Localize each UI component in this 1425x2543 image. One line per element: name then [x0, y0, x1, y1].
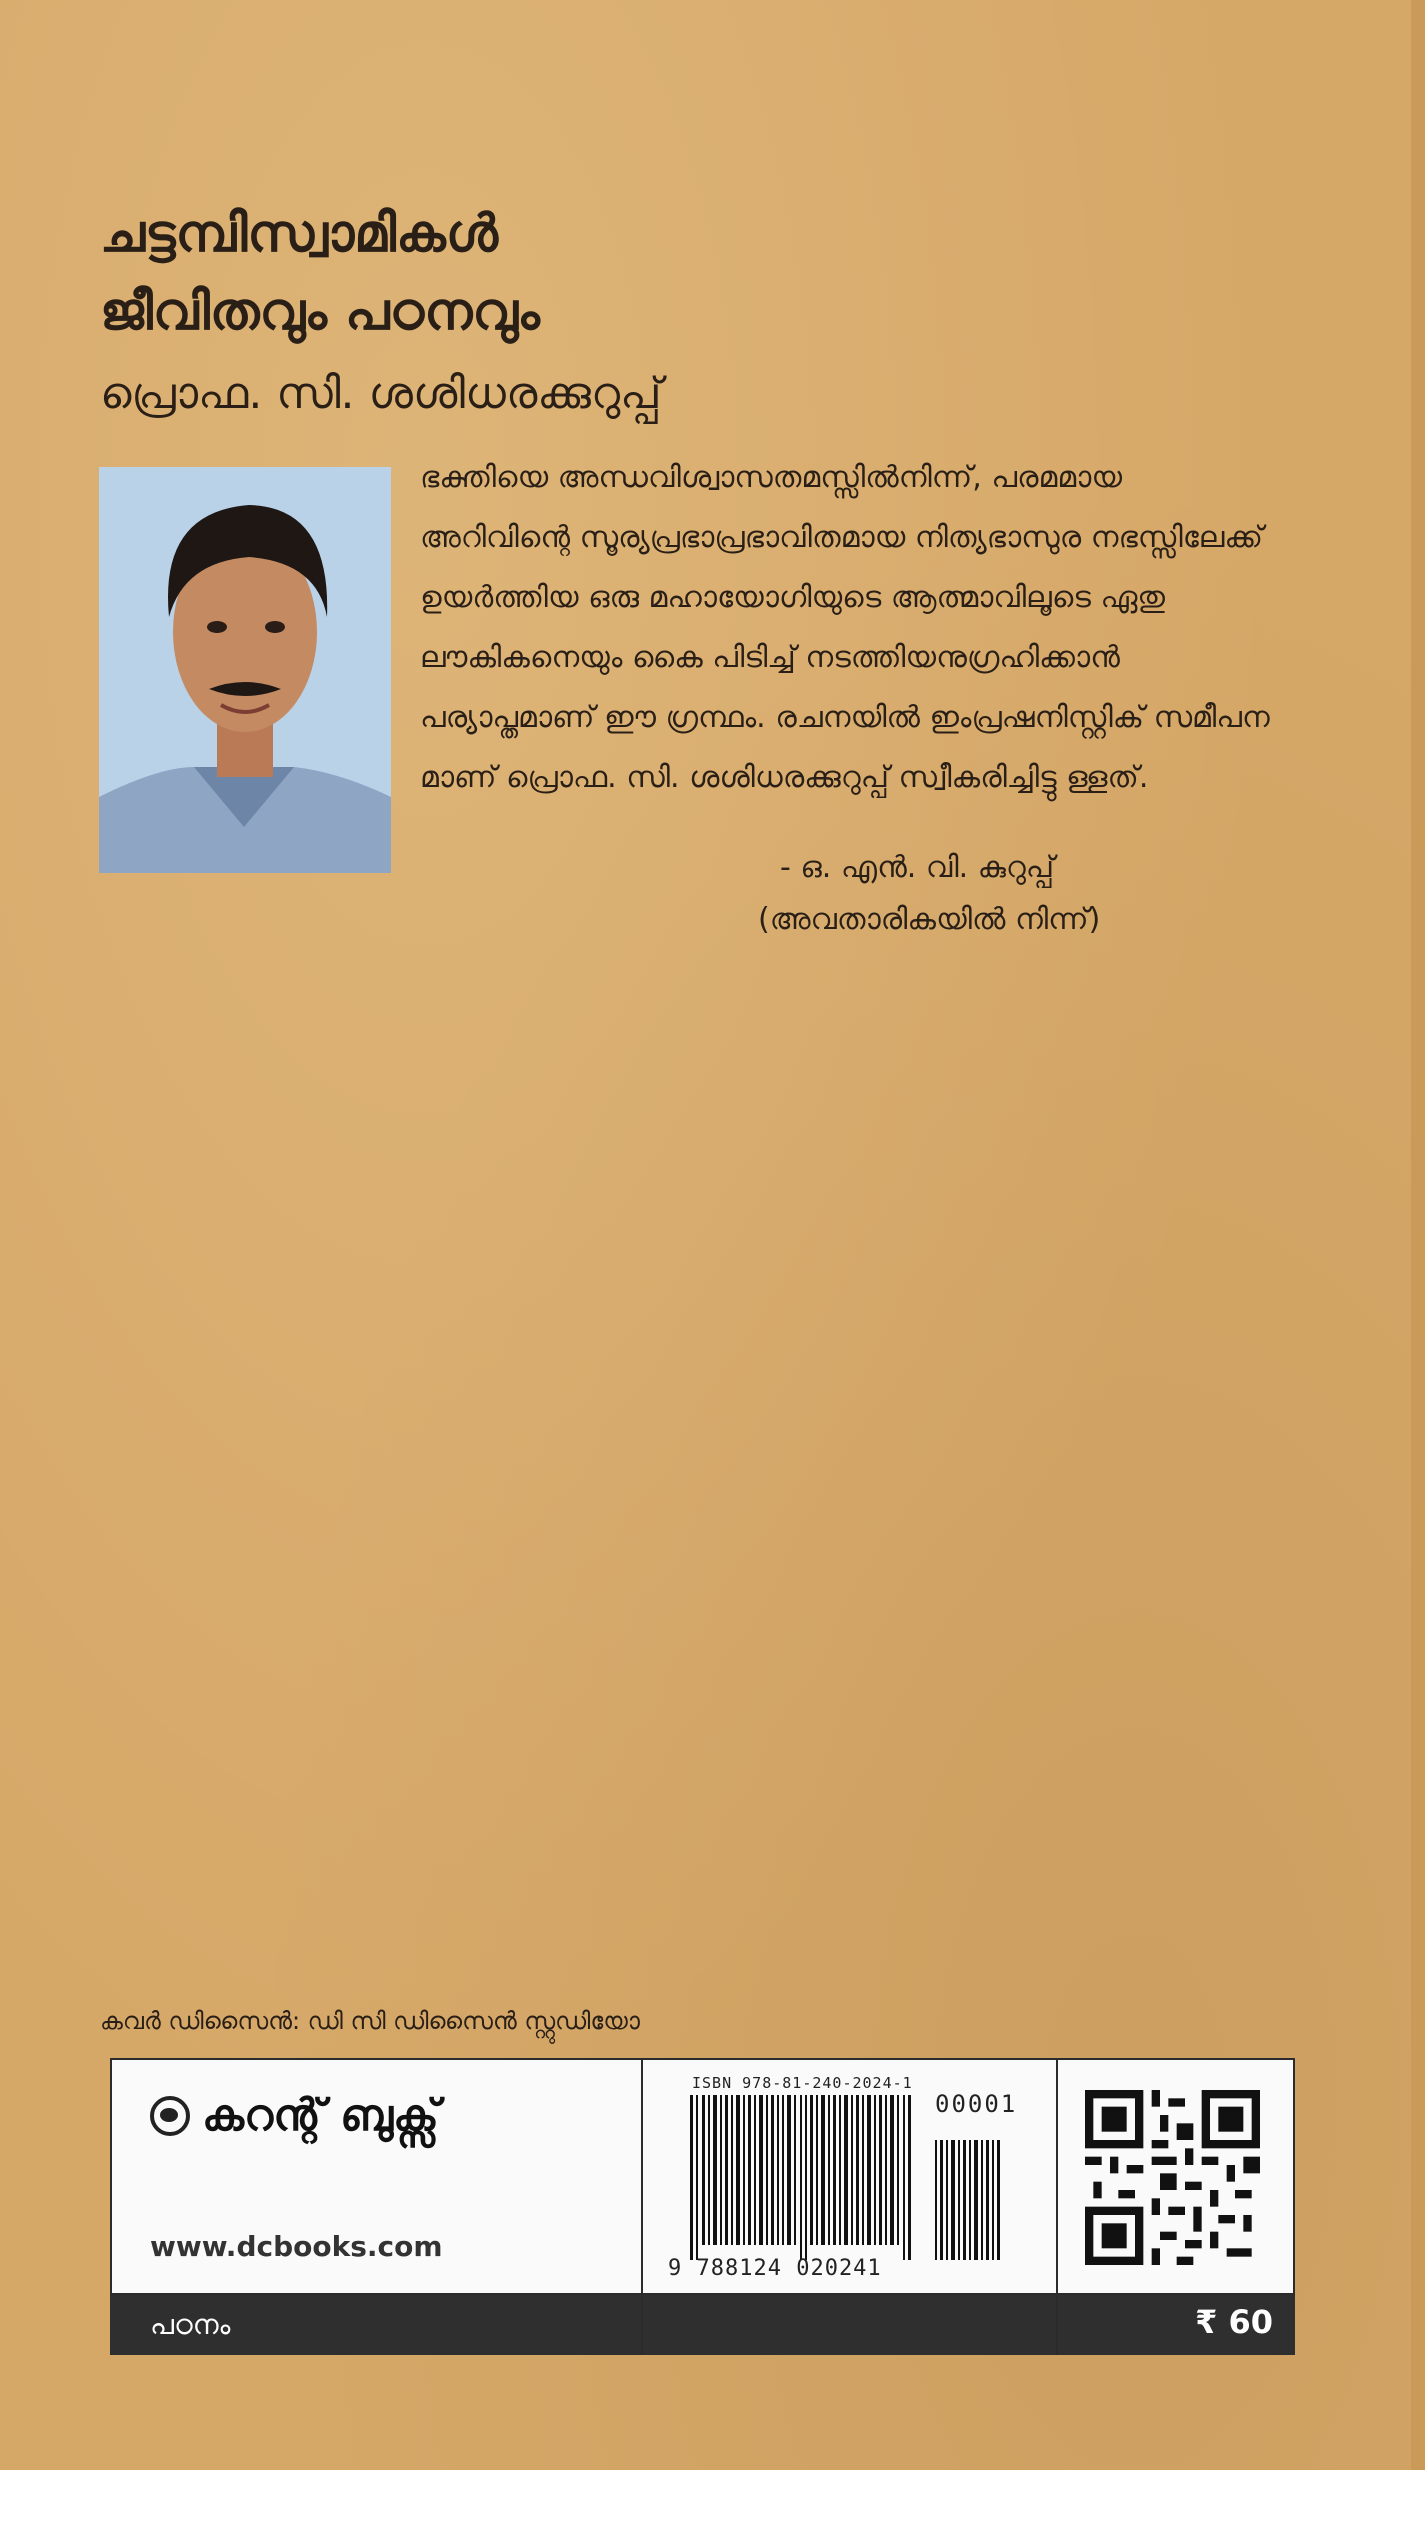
isbn-label: ISBN 978-81-240-2024-1: [692, 2074, 913, 2092]
barcode-icon: [690, 2095, 1070, 2269]
cover-edge: [1411, 0, 1425, 2470]
category-label: പഠനം: [150, 2308, 231, 2341]
barcode-addon: 00001: [935, 2090, 1018, 2118]
author-name: പ്രൊഫ. സി. ശശിധരക്കുറുപ്പ്: [100, 368, 662, 419]
book-title-line2: ജീവിതവും പഠനവും: [100, 282, 540, 342]
publisher-website[interactable]: www.dcbooks.com: [150, 2230, 443, 2263]
quote-signature: - ഒ. എൻ. വി. കുറുപ്പ്: [780, 850, 1055, 885]
price-label: ₹ 60: [1195, 2303, 1273, 2341]
quote-source: (അവതാരികയിൽ നിന്ന്): [758, 902, 1101, 937]
qr-code-icon[interactable]: [1085, 2090, 1260, 2269]
blurb-paragraph: ഭക്തിയെ അന്ധവിശ്വാസതമസ്സിൽനിന്ന്, പരമമായ അറിവിന്റെ സൂര്യപ്രഭാപ്രഭാവിതമായ നിത്യഭാസുര നഭസ്സിലേക്ക് ഉയർത്തിയ ഒരു മഹായോഗിയുടെ ആത്മാവിലൂടെ ഏതു ലൗകികനെയും കൈ പിടിച്ച് നടത്തിയനുഗ്രഹിക്കാൻ പര്യാപ്തമാണ് ഈ ഗ്രന്ഥം. രചനയിൽ ഇംപ്രഷനിസ്റ്റിക് സമീപന മാണ് പ്രൊഫ. സി. ശശിധരക്കുറുപ്പ് സ്വീകരിച്ചിട്ടു ള്ളത്.: [420, 460, 1270, 795]
author-photo: [99, 467, 391, 873]
book-title-line1: ചട്ടമ്പിസ്വാമികൾ: [100, 204, 498, 264]
panel-divider: [641, 2058, 643, 2355]
barcode-digits: 9 788124 020241: [668, 2256, 882, 2281]
bottom-bar: [110, 2295, 1295, 2355]
blurb-text: [420, 448, 1280, 808]
cover-design-credit: കവർ ഡിസൈൻ: ഡി സി ഡിസൈൻ സ്റ്റുഡിയോ: [100, 2007, 640, 2035]
publisher-name: കറന്റ് ബുക്സ്: [202, 2090, 439, 2141]
publisher-logo-icon: [150, 2096, 190, 2136]
publisher-brand: [150, 2090, 439, 2141]
